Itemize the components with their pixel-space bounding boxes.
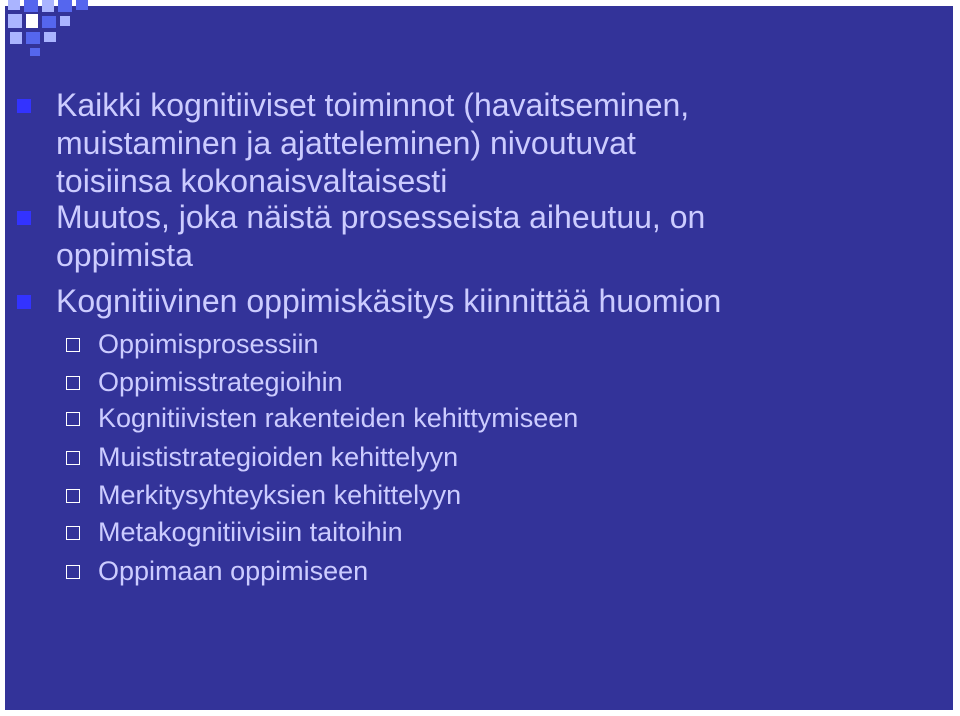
hollow-square-icon bbox=[66, 489, 80, 503]
hollow-square-icon bbox=[66, 565, 80, 579]
hollow-square-icon bbox=[66, 338, 80, 352]
filled-square-icon bbox=[17, 211, 31, 225]
hollow-square-icon bbox=[66, 526, 80, 540]
bullet-text-line: Muististrategioiden kehittelyyn bbox=[98, 442, 459, 472]
bullet-text-line: oppimista bbox=[56, 237, 193, 273]
bullet-text-line: Oppimaan oppimiseen bbox=[98, 556, 369, 586]
bullet-text-line: Kognitiivisten rakenteiden kehittymiseen bbox=[98, 403, 579, 433]
bullet-text-line: Oppimisprosessiin bbox=[98, 329, 319, 359]
hollow-square-icon bbox=[66, 451, 80, 465]
filled-square-icon bbox=[17, 295, 31, 309]
hollow-square-icon bbox=[66, 376, 80, 390]
bullet-text-line: muistaminen ja ajatteleminen) nivoutuvat bbox=[56, 125, 636, 161]
bullet-text-line: Metakognitiivisiin taitoihin bbox=[98, 517, 403, 547]
bullet-text-line: toisiinsa kokonaisvaltaisesti bbox=[56, 163, 448, 199]
bullet-text-line: Muutos, joka näistä prosesseista aiheutuu, on bbox=[56, 199, 706, 235]
bullet-text-line: Kognitiivinen oppimiskäsitys kiinnittää huomion bbox=[56, 283, 722, 319]
hollow-square-icon bbox=[66, 412, 80, 426]
filled-square-icon bbox=[17, 99, 31, 113]
bullet-text-line: Kaikki kognitiiviset toiminnot (havaitseminen, bbox=[56, 87, 690, 123]
bullet-text-line: Merkitysyhteyksien kehittelyyn bbox=[98, 480, 462, 510]
bullet-text-line: Oppimisstrategioihin bbox=[98, 367, 343, 397]
